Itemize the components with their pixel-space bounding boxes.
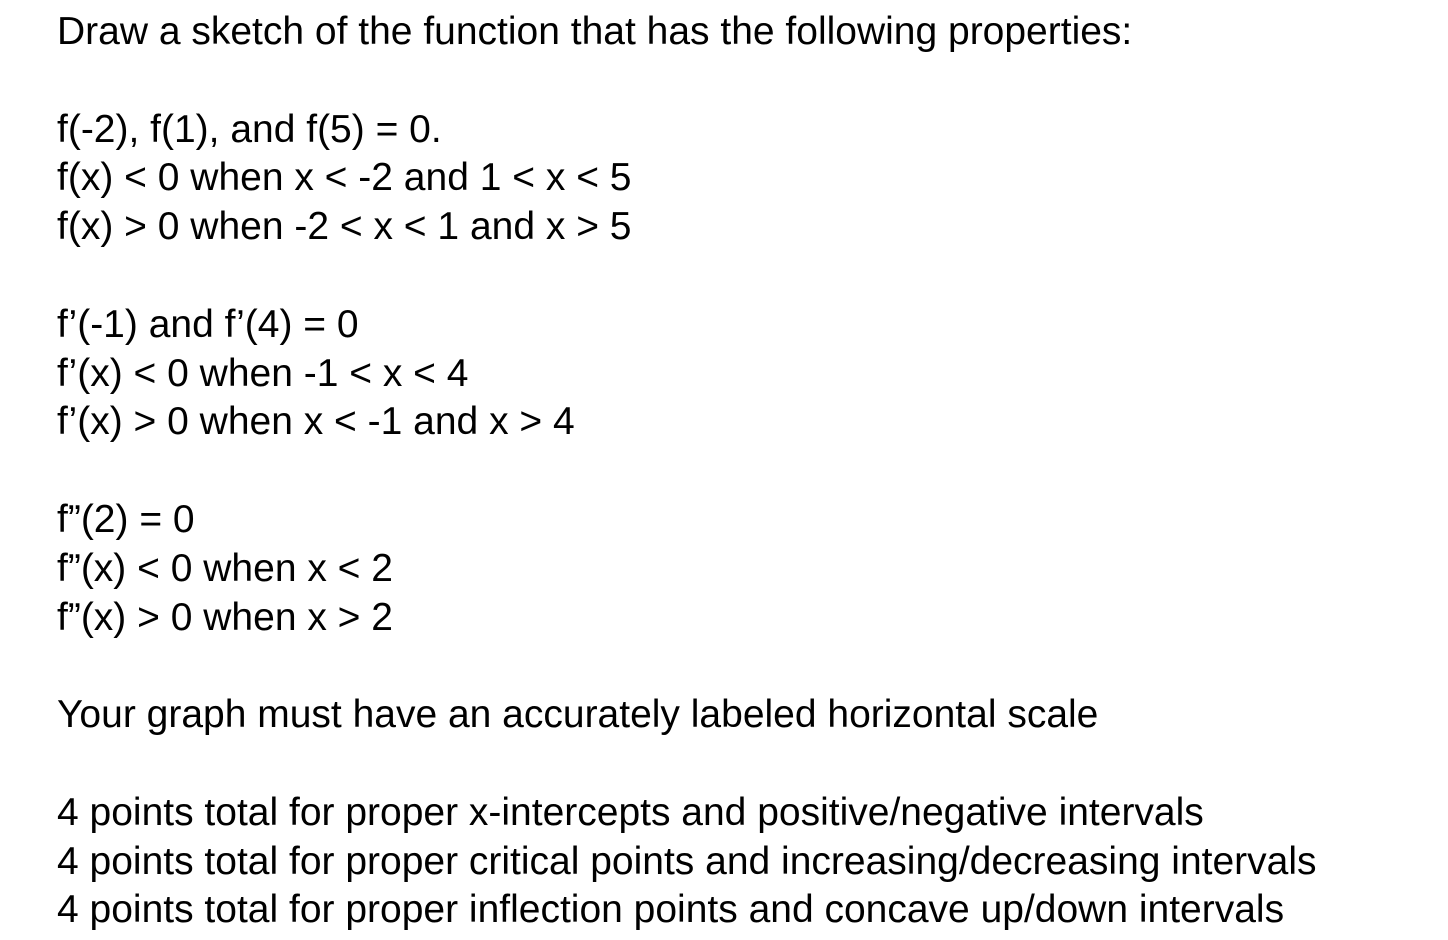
first-derivative-line: f’(-1) and f’(4) = 0 — [57, 302, 359, 346]
second-derivative-line: f”(x) > 0 when x > 2 — [57, 595, 393, 639]
function-value-line: f(x) > 0 when -2 < x < 1 and x > 5 — [57, 205, 632, 249]
spacer — [57, 57, 1442, 106]
second-derivative-line: f”(x) < 0 when x < 2 — [57, 546, 393, 590]
second-derivative-line: f”(2) = 0 — [57, 497, 195, 541]
spacer — [57, 447, 1442, 496]
spacer — [57, 642, 1442, 691]
spacer — [57, 740, 1442, 789]
second-derivative-block — [57, 496, 1442, 642]
instruction-text: Draw a sketch of the function that has the following properties: — [57, 10, 1133, 53]
first-derivative-line: f’(x) > 0 when x < -1 and x > 4 — [57, 400, 575, 444]
function-value-line: f(x) < 0 when x < -2 and 1 < x < 5 — [57, 156, 632, 200]
function-value-line: f(-2), f(1), and f(5) = 0. — [57, 107, 442, 151]
first-derivative-block — [57, 301, 1442, 447]
first-derivative-line: f’(x) < 0 when -1 < x < 4 — [57, 351, 469, 395]
problem-document — [57, 8, 1442, 935]
grading-line: 4 points total for proper x-intercepts and positive/negative intervals — [57, 790, 1204, 834]
function-values-block — [57, 106, 1442, 252]
grading-line: 4 points total for proper inflection points and concave up/down intervals — [57, 888, 1285, 932]
spacer — [57, 252, 1442, 301]
requirement-text: Your graph must have an accurately labeled horizontal scale — [57, 693, 1099, 737]
grading-line: 4 points total for proper critical points and increasing/decreasing intervals — [57, 839, 1317, 883]
grading-block — [57, 789, 1442, 935]
